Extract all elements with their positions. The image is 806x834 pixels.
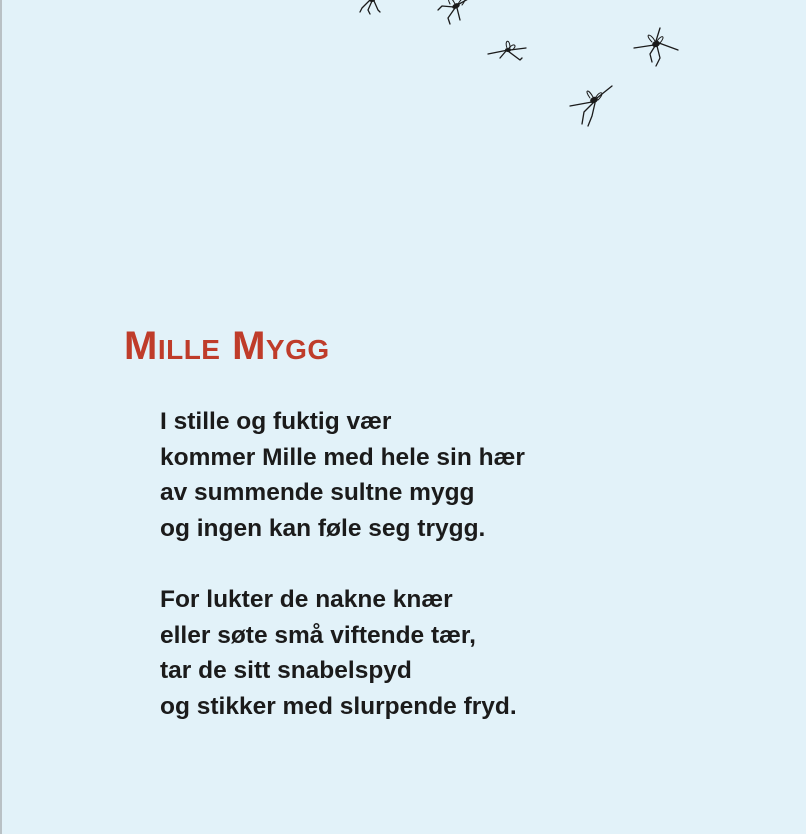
poem-line: og ingen kan føle seg trygg. [160, 514, 486, 542]
poem-line: For lukter de nakne knær [160, 586, 453, 613]
poem-line: tar de sitt snabelspyd [160, 657, 412, 684]
mosquito-icon [352, 0, 392, 16]
poem-line: og stikker med slurpende fryd. [160, 692, 517, 720]
mosquito-icon [566, 82, 616, 128]
mosquito-icon [630, 24, 680, 68]
poem-line: I stille og fuktig vær [160, 408, 392, 435]
mosquito-icon [434, 0, 478, 28]
poem-line: eller søte små viftende tær, [160, 621, 476, 649]
poem-line: av summende sultne mygg [160, 479, 475, 506]
poem-stanza [160, 404, 525, 546]
poem-line: kommer Mille med hele sin hær [160, 443, 525, 471]
poem-stanza [160, 582, 525, 724]
poem-body [160, 404, 525, 760]
poem-title: Mille Mygg [124, 324, 330, 368]
mosquito-icon [486, 36, 532, 66]
